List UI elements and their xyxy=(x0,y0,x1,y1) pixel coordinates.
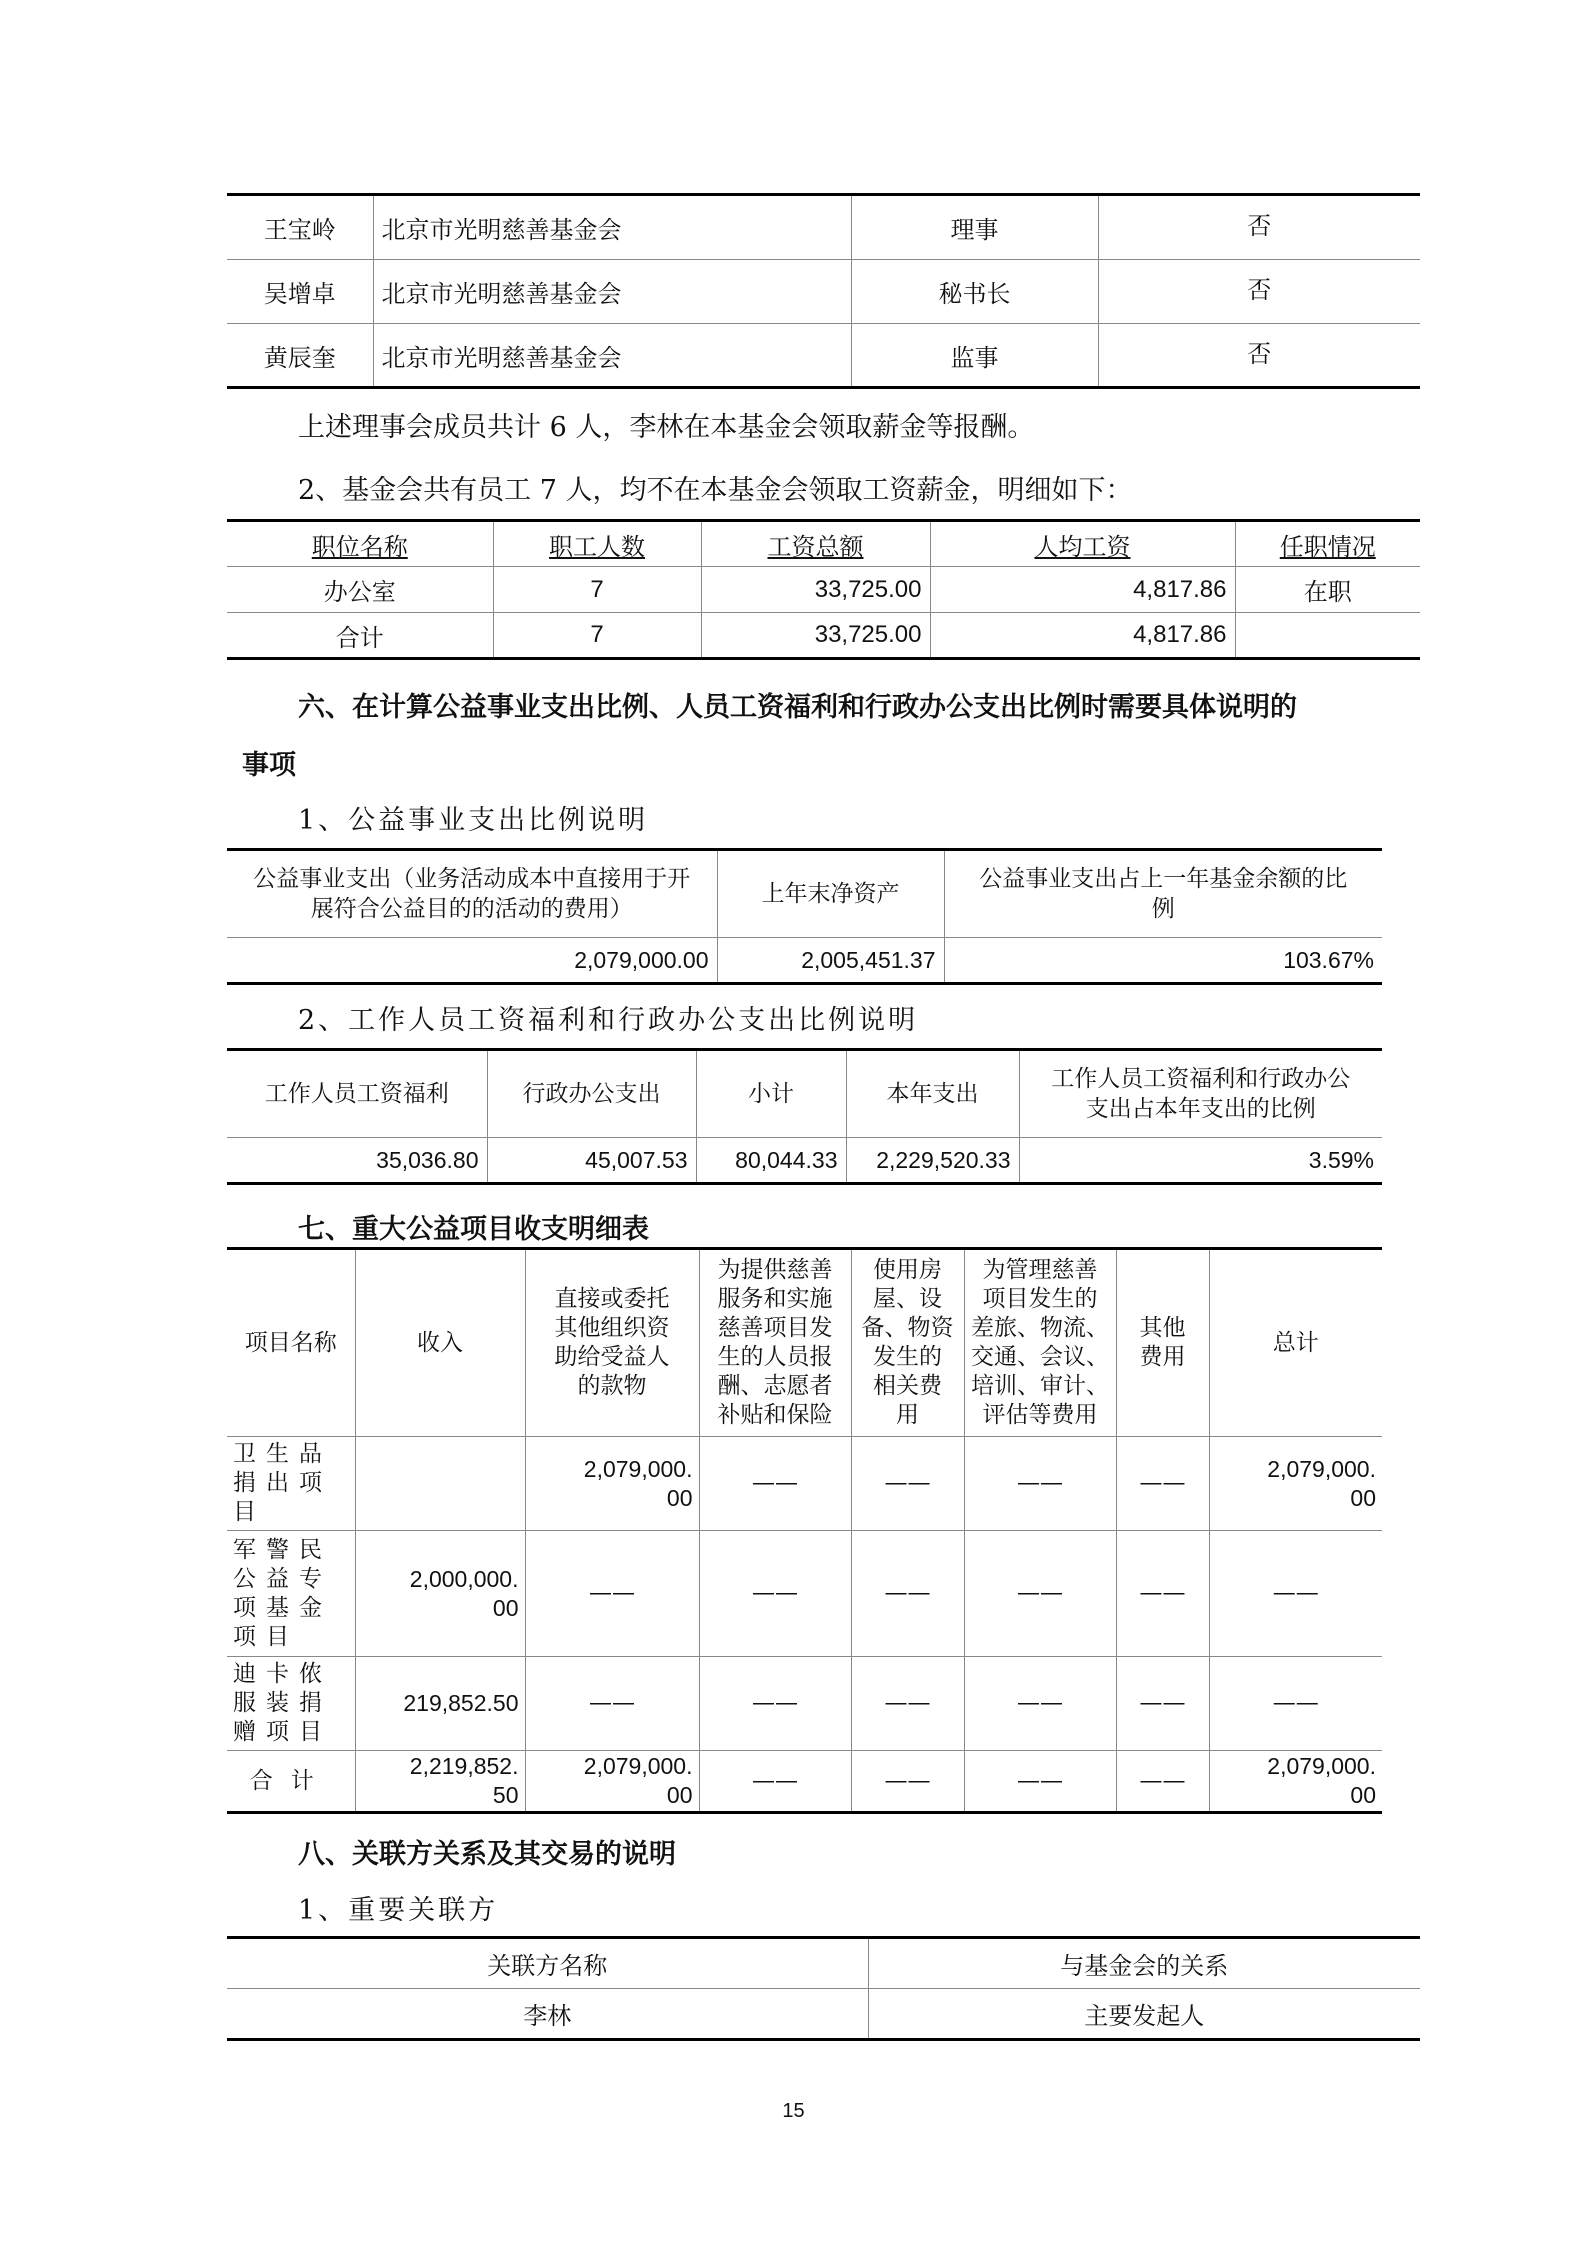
val-line: 2,079,000. xyxy=(583,1753,693,1779)
val-line: 00 xyxy=(1350,1782,1376,1808)
charity-ratio-table xyxy=(227,848,1382,985)
val-line: —— xyxy=(589,1690,635,1716)
hdr-line: 交通、会议、 xyxy=(971,1344,1109,1370)
project-header-income: 收入 xyxy=(355,1249,525,1437)
board-members-table xyxy=(227,193,1420,389)
ratio2-header-yearly: 本年支出 xyxy=(846,1050,1019,1138)
project-header-other xyxy=(1116,1249,1209,1437)
project-name xyxy=(227,1437,355,1531)
ratio2-header-ratio-line1: 工作人员工资福利和行政办公 xyxy=(1051,1066,1351,1092)
ratio2-header-ratio xyxy=(1019,1050,1382,1138)
name-line: 目 xyxy=(233,1499,266,1525)
hdr-line: 项目发生的 xyxy=(982,1286,1098,1312)
val-line: 2,079,000. xyxy=(1267,1455,1376,1482)
ratio2-salary-value: 35,036.80 xyxy=(227,1138,487,1184)
ratio1-netassets-value: 2,005,451.37 xyxy=(717,938,944,984)
ratio2-header-salary: 工作人员工资福利 xyxy=(227,1050,487,1138)
member-position: 监事 xyxy=(851,324,1098,388)
name-line: 赠项目 xyxy=(233,1719,332,1745)
section8-title: 八、关联方关系及其交易的说明 xyxy=(298,1839,676,1870)
member-name: 王宝岭 xyxy=(227,195,373,260)
project-header-mgmt xyxy=(964,1249,1116,1437)
hdr-line: 相关费 xyxy=(873,1373,942,1399)
hdr-line: 慈善项目发 xyxy=(717,1315,833,1341)
project-table xyxy=(227,1247,1382,1814)
member-paid: 否 xyxy=(1098,195,1420,260)
hdr-line: 评估等费用 xyxy=(982,1402,1098,1428)
hdr-line: 其他 xyxy=(1139,1315,1186,1341)
staff-count: 7 xyxy=(493,613,701,659)
project-name xyxy=(227,1657,355,1751)
project-personnel: —— xyxy=(699,1437,851,1531)
name-line: 迪卡侬 xyxy=(233,1661,332,1687)
hdr-line: 发生的 xyxy=(873,1344,942,1370)
ratio1-header-expense-line1: 公益事业支出（业务活动成本中直接用于开 xyxy=(253,866,691,892)
name-line: 项目 xyxy=(233,1623,299,1650)
project-other: —— xyxy=(1116,1531,1209,1657)
project-header-facility xyxy=(851,1249,964,1437)
related-name: 李林 xyxy=(227,1989,868,2040)
hdr-line: 服务和实施 xyxy=(717,1286,833,1312)
hdr-line: 其他组织资 xyxy=(554,1315,670,1341)
staff-status: 在职 xyxy=(1235,567,1420,613)
project-direct xyxy=(525,1437,699,1531)
related-header-name: 关联方名称 xyxy=(227,1938,868,1989)
ratio1-header-expense xyxy=(227,850,717,938)
header-position: 职位名称 xyxy=(227,521,493,567)
header-status: 任职情况 xyxy=(1235,521,1420,567)
hdr-line: 培训、审计、 xyxy=(971,1373,1109,1399)
project-total xyxy=(1209,1437,1382,1531)
ratio1-header-expense-line2: 展符合公益目的的活动的费用） xyxy=(310,896,633,922)
val-line: 00 xyxy=(666,1782,693,1808)
val-line: 2,079,000. xyxy=(1267,1753,1376,1779)
name-line: 项基金 xyxy=(233,1594,332,1621)
project-name xyxy=(227,1531,355,1657)
hdr-line: 使用房 xyxy=(873,1257,942,1283)
project-facility: —— xyxy=(851,1751,964,1813)
project-facility: —— xyxy=(851,1437,964,1531)
name-line: 合计 xyxy=(249,1767,332,1794)
val-line: 50 xyxy=(492,1782,519,1808)
project-name-total xyxy=(227,1751,355,1813)
project-mgmt: —— xyxy=(964,1657,1116,1751)
staff-table xyxy=(227,519,1420,660)
project-header-total: 总计 xyxy=(1209,1249,1382,1437)
hdr-line: 屋、设 xyxy=(873,1286,942,1312)
val-line: 00 xyxy=(1350,1484,1376,1511)
project-direct xyxy=(525,1751,699,1813)
project-total xyxy=(1209,1657,1382,1751)
ratio2-admin-value: 45,007.53 xyxy=(487,1138,696,1184)
sub2-title: 2、工作人员工资福利和行政办公支出比例说明 xyxy=(298,1005,919,1036)
header-avg: 人均工资 xyxy=(930,521,1235,567)
project-income xyxy=(355,1657,525,1751)
member-position: 秘书长 xyxy=(851,260,1098,324)
ratio2-subtotal-value: 80,044.33 xyxy=(696,1138,846,1184)
hdr-line: 为提供慈善 xyxy=(717,1257,833,1283)
sub1-title: 1、公益事业支出比例说明 xyxy=(298,805,649,836)
project-direct xyxy=(525,1657,699,1751)
name-line: 服装捐 xyxy=(233,1690,332,1716)
val-line: 00 xyxy=(492,1594,519,1621)
val-line: —— xyxy=(1272,1690,1319,1716)
hdr-line: 备、物资 xyxy=(861,1315,954,1341)
ratio1-header-ratio xyxy=(944,850,1382,938)
hdr-line: 用 xyxy=(896,1402,919,1428)
val-line: 00 xyxy=(666,1484,693,1511)
ratio2-header-subtotal: 小计 xyxy=(696,1050,846,1138)
val-line: 2,219,852. xyxy=(409,1753,519,1779)
related-header-relation: 与基金会的关系 xyxy=(868,1938,1420,1989)
staff-total: 33,725.00 xyxy=(701,567,930,613)
project-personnel: —— xyxy=(699,1751,851,1813)
ratio2-ratio-value: 3.59% xyxy=(1019,1138,1382,1184)
member-org: 北京市光明慈善基金会 xyxy=(373,260,851,324)
member-org: 北京市光明慈善基金会 xyxy=(373,195,851,260)
ratio1-header-netassets: 上年末净资产 xyxy=(717,850,944,938)
ratio1-header-ratio-line2: 例 xyxy=(1151,896,1175,922)
project-direct xyxy=(525,1531,699,1657)
member-name: 吴增卓 xyxy=(227,260,373,324)
project-personnel: —— xyxy=(699,1657,851,1751)
staff-position: 办公室 xyxy=(227,567,493,613)
val-line: 2,000,000. xyxy=(409,1565,519,1592)
member-name: 黄辰奎 xyxy=(227,324,373,388)
project-header-name: 项目名称 xyxy=(227,1249,355,1437)
project-mgmt: —— xyxy=(964,1437,1116,1531)
name-line: 军警民 xyxy=(233,1536,332,1563)
section7-title: 七、重大公益项目收支明细表 xyxy=(298,1214,649,1245)
hdr-line: 酬、志愿者 xyxy=(717,1373,833,1399)
project-header-personnel xyxy=(699,1249,851,1437)
hdr-line: 费用 xyxy=(1139,1344,1186,1370)
project-facility: —— xyxy=(851,1657,964,1751)
project-other: —— xyxy=(1116,1437,1209,1531)
hdr-line: 生的人员报 xyxy=(717,1344,833,1370)
hdr-line: 助给受益人 xyxy=(554,1344,670,1370)
project-header-direct xyxy=(525,1249,699,1437)
project-total xyxy=(1209,1751,1382,1813)
name-line: 卫生品 xyxy=(233,1441,332,1467)
ratio2-header-admin: 行政办公支出 xyxy=(487,1050,696,1138)
related-relation: 主要发起人 xyxy=(868,1989,1420,2040)
staff-count: 7 xyxy=(493,567,701,613)
val-line: 219,852.50 xyxy=(403,1690,519,1716)
board-note: 上述理事会成员共计 6 人，李林在本基金会领取薪金等报酬。 xyxy=(298,412,1035,443)
project-facility: —— xyxy=(851,1531,964,1657)
hdr-line: 的款物 xyxy=(577,1373,647,1399)
ratio2-yearly-value: 2,229,520.33 xyxy=(846,1138,1019,1184)
project-personnel: —— xyxy=(699,1531,851,1657)
staff-avg: 4,817.86 xyxy=(930,567,1235,613)
hdr-line: 差旅、物流、 xyxy=(971,1315,1109,1341)
section6-title-line2: 事项 xyxy=(242,750,296,781)
member-paid: 否 xyxy=(1098,324,1420,388)
project-total xyxy=(1209,1531,1382,1657)
staff-avg: 4,817.86 xyxy=(930,613,1235,659)
page-number: 15 xyxy=(782,2100,805,2122)
name-line: 捐出项 xyxy=(233,1470,332,1496)
hdr-line: 为管理慈善 xyxy=(982,1257,1098,1283)
project-income xyxy=(355,1751,525,1813)
staff-position: 合计 xyxy=(227,613,493,659)
admin-ratio-table xyxy=(227,1048,1382,1185)
section6-title-line1: 六、在计算公益事业支出比例、人员工资福利和行政办公支出比例时需要具体说明的 xyxy=(298,692,1297,723)
ratio1-header-ratio-line1: 公益事业支出占上一年基金余额的比 xyxy=(979,866,1348,892)
name-line: 公益专 xyxy=(233,1565,332,1592)
project-income xyxy=(355,1437,525,1531)
project-mgmt: —— xyxy=(964,1751,1116,1813)
project-mgmt: —— xyxy=(964,1531,1116,1657)
member-paid: 否 xyxy=(1098,260,1420,324)
header-count: 职工人数 xyxy=(493,521,701,567)
staff-intro: 2、基金会共有员工 7 人，均不在本基金会领取工资薪金，明细如下： xyxy=(298,475,1133,506)
ratio1-ratio-value: 103.67% xyxy=(944,938,1382,984)
hdr-line: 补贴和保险 xyxy=(717,1402,833,1428)
val-line: 2,079,000. xyxy=(583,1455,693,1482)
related-party-table xyxy=(227,1936,1420,2041)
header-total: 工资总额 xyxy=(701,521,930,567)
val-line: —— xyxy=(1272,1580,1319,1606)
sub8-1-title: 1、重要关联方 xyxy=(298,1895,499,1926)
ratio1-expense-value: 2,079,000.00 xyxy=(227,938,717,984)
project-other: —— xyxy=(1116,1751,1209,1813)
project-income xyxy=(355,1531,525,1657)
staff-total: 33,725.00 xyxy=(701,613,930,659)
staff-status xyxy=(1235,613,1420,659)
project-other: —— xyxy=(1116,1657,1209,1751)
hdr-line: 直接或委托 xyxy=(554,1286,670,1312)
val-line: —— xyxy=(589,1580,635,1606)
member-org: 北京市光明慈善基金会 xyxy=(373,324,851,388)
ratio2-header-ratio-line2: 支出占本年支出的比例 xyxy=(1085,1096,1316,1122)
member-position: 理事 xyxy=(851,195,1098,260)
